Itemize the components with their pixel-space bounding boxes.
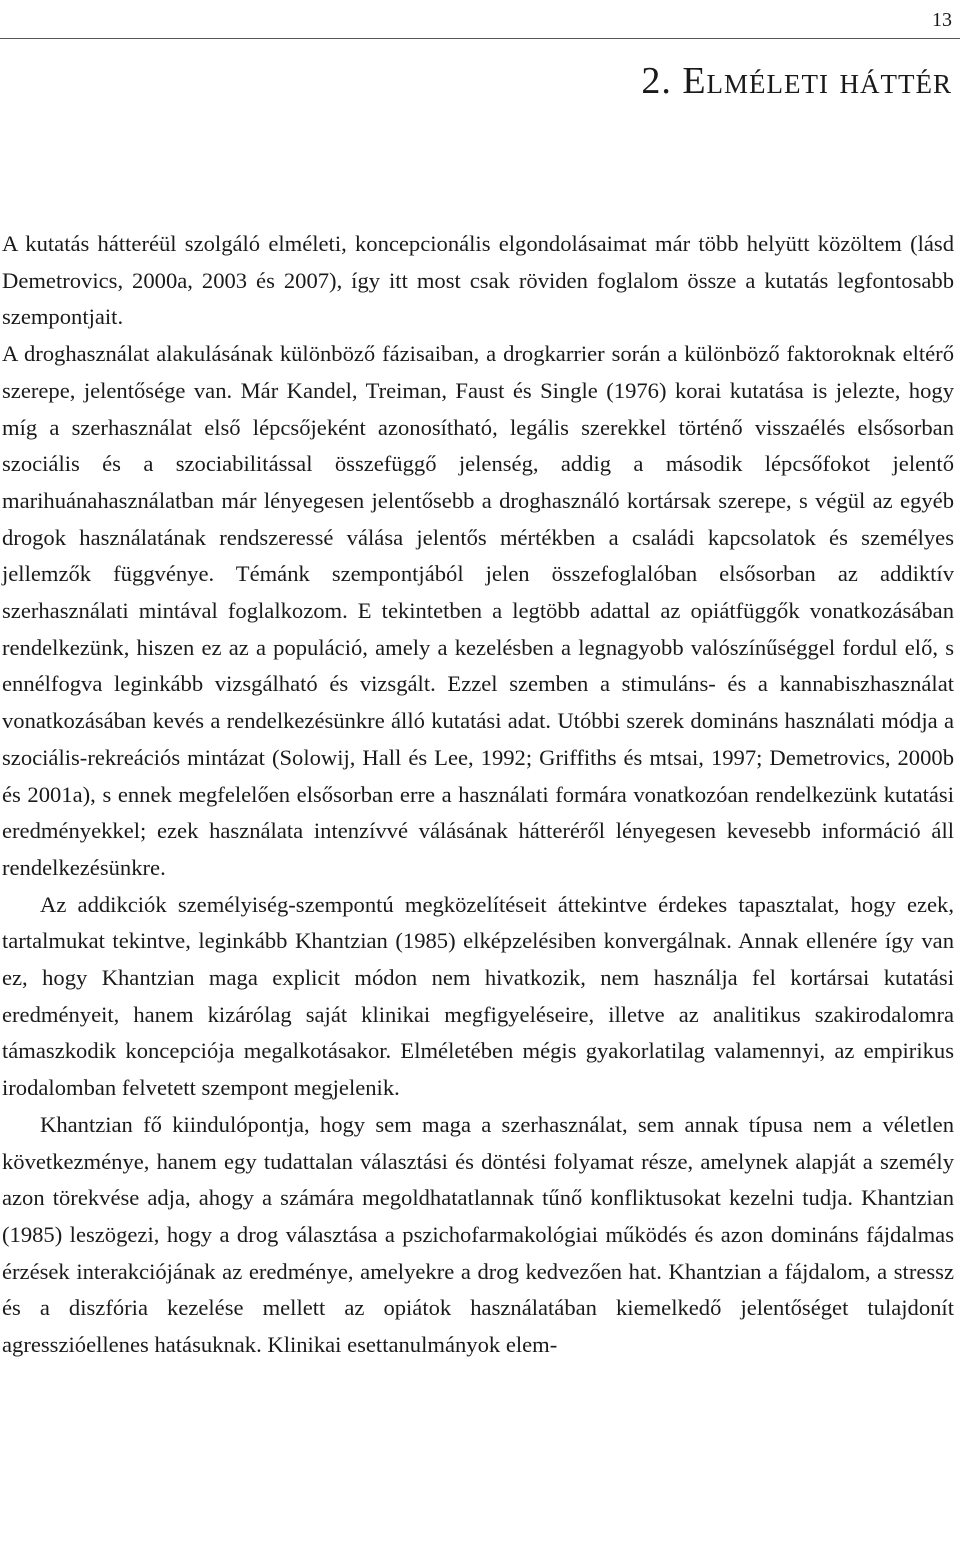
chapter-title-text: Elméleti háttér	[682, 60, 952, 102]
page-number: 13	[932, 9, 952, 31]
body-text	[2, 226, 954, 1364]
paragraph-drug-career: A droghasználat alakulásának különböző fázisaiban, a drogkarrier során a különböző faktoroknak eltérő szerepe, jelentősége van. Már Kandel, Treiman, Faust és Single (1976) korai kutatása is jelezte, hogy míg a szerhasználat első lépcsőjeként azonosítható, legális szerekkel történő visszaélés elsősorban szociális és a szociabilitással összefüggő jelenség, addig a második lépcsőfokot jelentő marihuánahasználatban már lényegesen jelentősebb a droghasználó kortársak szerepe, s végül az egyéb drogok használatának rendszeressé válása jelentős mértékben a családi kapcsolatok és személyes jellemzők függvénye. Témánk szempontjából jelen összefoglalóban elsősorban az addiktív szerhasználati mintával foglalkozom. E tekintetben a legtöbb adattal az opiátfüggők vonatkozásában rendelkezünk, hiszen ez az a populáció, amely a kezelésben a legnagyobb valószínűséggel fordul elő, s ennélfogva leginkább vizsgálható és vizsgált. Ezzel szemben a stimuláns- és a kannabiszhasználat vonatkozásában kevés a rendelkezésünkre álló kutatási adat. Utóbbi szerek domináns használati módja a szociális-rekreációs mintázat (Solowij, Hall és Lee, 1992; Griffiths és mtsai, 1997; Demetrovics, 2000b és 2001a), s ennek megfelelően elsősorban erre a használati formára vonatkozóan rendelkezünk kutatási eredményekkel; ezek használata intenzívvé válásának hátteréről lényegesen kevesebb információ áll rendelkezésünkre.	[2, 341, 954, 880]
paragraph-personality-approaches: Az addikciók személyiség-szempontú megközelítéseit áttekintve érdekes tapasztalat, hogy ezek, tartalmukat tekintve, leginkább Khantzian (1985) elképzelésiben konvergálnak. Annak ellenére így van ez, hogy Khantzian maga explicit módon nem hivatkozik, nem használja fel kortársai kutatási eredményeit, hanem kizárólag saját klinikai megfigyeléseire, illetve az analitikus szakirodalomra támaszkodik koncepciója megalkotásakor. Elméletében mégis gyakorlatilag valamennyi, az empirikus irodalomban felvetett szempont megjelenik.	[2, 891, 954, 1101]
chapter-number: 2.	[641, 60, 672, 102]
paragraph-intro: A kutatás hátteréül szolgáló elméleti, koncepcionális elgondolásaimat már több helyütt közöltem (lásd Demetrovics, 2000a, 2003 és 2007), így itt most csak röviden foglalom össze a kutatás legfontosabb szempontjait.	[2, 231, 954, 330]
paragraph-khantzian: Khantzian fő kiindulópontja, hogy sem maga a szerhasználat, sem annak típusa nem a véletlen következménye, hanem egy tudattalan választási és döntési folyamat része, amelynek alapját a személy azon törekvése adja, ahogy a számára megoldhatatlannak tűnő konfliktusokat kezelni tudja. Khantzian (1985) leszögezi, hogy a drog választása a pszichofarmakológiai működés és azon domináns fájdalmas érzések interakciójának az eredménye, amelyekre a drog kedvezően hat. Khantzian a fájdalom, a stressz és a diszfória kezelése mellett az opiátok használatában kiemelkedő jelentőséget tulajdonít agresszióellenes hatásuknak. Klinikai esettanulmányok elem-	[2, 1111, 954, 1358]
chapter-title	[641, 62, 952, 100]
header-rule	[0, 38, 960, 39]
